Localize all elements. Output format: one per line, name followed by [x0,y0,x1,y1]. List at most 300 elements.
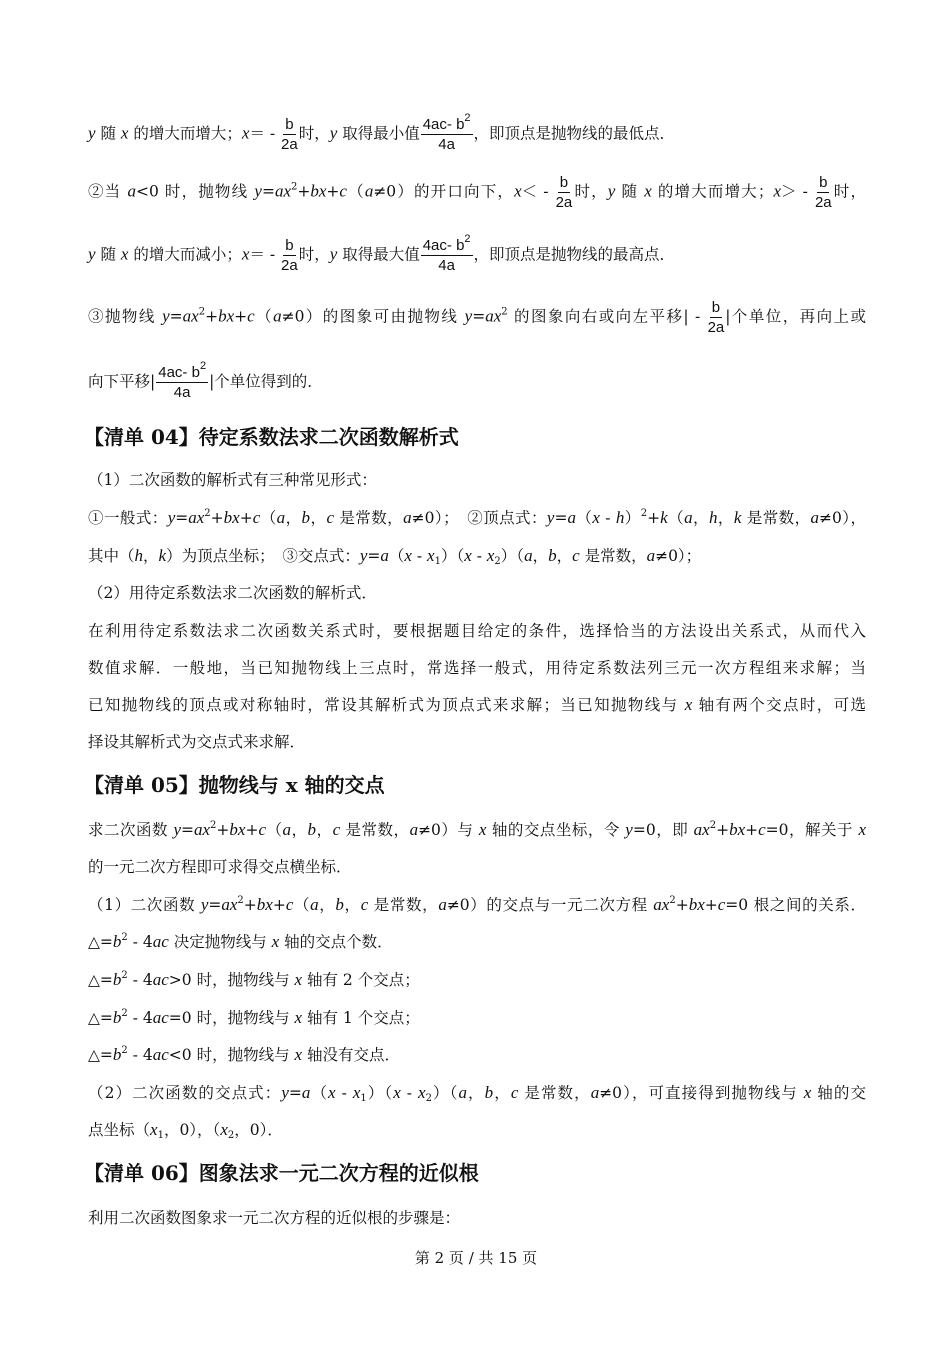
text-run: ，即顶点是抛物线的最高点． [473,245,676,264]
text-run: ≠0）， [819,509,866,527]
text-run: △= [88,1009,113,1027]
math-variable: k [158,546,167,565]
page-footer: 第 2 页 / 共 15 页 [414,1249,538,1267]
text-run: ＜ - [521,182,555,201]
math-variable: bx [256,895,273,914]
text-run: + [326,182,340,201]
superscript: 2 [501,306,508,318]
math-variable: c [326,508,334,527]
text-run: 取得最大值 [337,245,420,264]
math-variable: ac [152,1008,169,1027]
text-run: ） [624,509,641,527]
math-variable: c [285,895,294,914]
text-run: 随 [95,245,121,264]
math-variable: x [464,546,472,565]
text-run: 择设其解析式为交点式来求解． [88,733,306,751]
math-variable: a [646,546,656,565]
math-variable: x [427,546,435,565]
fraction-numerator: b [285,116,294,133]
text-run: + [205,307,219,326]
text-run: △= [88,971,113,989]
text-run: 轴的交点坐标，令 [486,821,626,839]
text-run: - [599,509,616,527]
text-run: 时， [573,182,608,201]
text-run: （ [266,821,283,839]
text-run: = [288,1084,302,1102]
math-variable: bx [729,820,746,839]
math-variable: bx [229,820,246,839]
math-variable: a [524,546,533,565]
math-variable: h [134,546,144,565]
text-line [88,1043,866,1067]
text-run: ）（ [366,1084,394,1102]
math-variable: b [307,820,317,839]
text-run: 是常数， [518,1084,591,1102]
text-run: 随 [95,124,121,143]
math-variable: a [301,1083,311,1102]
text-run: = [472,307,486,326]
math-variable: ax [182,306,199,326]
text-run: 是常数， [333,509,404,527]
fraction-numerator: b [819,174,828,191]
math-variable: b [112,1045,122,1064]
math-variable: x [328,1083,336,1102]
fraction-numerator: 4ac- $b^2$ [422,233,471,254]
text-run: |个单位，再向上或 [725,307,866,326]
text-run: 决定抛物线与 [168,933,272,951]
text-run: - [335,1084,353,1102]
text-run: ）（ [500,547,525,565]
text-run: =0，即 [632,821,694,839]
text-run: （ [260,509,277,527]
fraction [281,115,298,154]
math-variable: ac [152,932,169,951]
text-run: （ [310,1084,329,1102]
text-run: 随 [615,182,645,201]
superscript: 2 [199,360,207,372]
text-run: （ [254,307,274,326]
math-variable: x [418,1083,426,1102]
math-variable: a [127,181,136,201]
text-line [88,233,866,275]
math-variable: y [162,306,170,326]
math-variable: x [294,1045,303,1064]
text-run: 求二次函数 [88,821,174,839]
text-run: （ [346,182,365,201]
math-variable: x [120,244,129,264]
math-variable: c [510,1083,519,1102]
superscript: 2 [237,895,244,906]
text-run: ＝ - [249,124,281,143]
math-variable: ax [221,895,238,914]
text-line [88,930,866,954]
fraction-numerator: b [285,237,294,254]
math-variable: a [282,820,292,839]
text-run: ，0）． [234,1121,283,1139]
math-variable: c [758,820,766,839]
math-variable: a [310,895,319,914]
text-line [88,506,866,530]
text-run: - 4 [127,971,153,989]
text-run: ， [291,821,308,839]
text-run: 数值求解．一般地，当已知抛物线上三点时，常选择一般式，用待定系数法列三元一次方程组来求解；当 [88,659,866,677]
math-variable: x [478,820,487,839]
text-run: ， [717,509,734,527]
text-run: 时， [298,124,330,143]
math-variable: c [258,820,267,839]
text-run: 取得最小值 [337,124,420,143]
math-variable: c [572,546,580,565]
text-run: <0 时，抛物线与 [168,1046,295,1064]
text-run: = [261,182,275,201]
fraction-numerator: 4ac- $b^2$ [422,112,471,133]
math-variable: a [438,895,447,914]
text-run: = [175,509,189,527]
math-variable: a [458,1083,467,1102]
math-variable: a [810,508,820,527]
text-run: 【清单 05】抛物线与 x 轴的交点 [84,773,385,797]
math-variable: ax [194,820,211,839]
text-run: （1）二次函数 [88,896,201,914]
text-run: =0 根之间的关系． [725,896,866,914]
math-variable: k [733,508,742,527]
text-run: = [554,509,568,527]
math-variable: x [271,932,280,951]
math-variable: y [167,508,176,527]
text-run: =0 时，抛物线与 [168,1009,295,1027]
text-line [88,581,866,605]
text-run: ③抛物线 [88,307,163,326]
fraction [815,173,832,212]
text-run: 在利用待定系数法求二次函数关系式时，要根据题目给定的条件，选择恰当的方法设出关系式，从而代入 [88,622,866,640]
text-run: ≠0）； [655,547,702,565]
text-run: （2）二次函数的交点式： [88,1084,282,1102]
math-variable: y [329,123,338,143]
math-variable: y [173,820,181,839]
text-line [88,468,866,492]
fraction-denominator: 2a [814,194,832,211]
math-variable: x [684,695,693,714]
text-run: 已知抛物线的顶点或对称轴时，常设其解析式为顶点式来求解；当已知抛物线与 [88,696,685,714]
text-run: 【清单 04】待定系数法求二次函数解析式 [84,425,459,449]
text-run: ， [343,896,361,914]
subscript: 1 [360,1093,367,1104]
math-variable: x [592,508,600,527]
subscript: 1 [434,556,441,567]
math-variable: y [254,181,262,201]
text-run: ， [318,896,336,914]
text-run: △= [88,933,113,951]
superscript: 2 [121,932,128,943]
text-run: ）（ [440,547,465,565]
math-variable: b [335,895,344,914]
math-variable: x [352,1083,361,1102]
math-variable: bx [688,895,705,914]
text-run: - [471,547,487,565]
text-run: + [716,821,730,839]
text-run: （ [575,509,593,527]
text-run: 的一元二次方程即可求得交点横坐标． [88,858,352,876]
text-run: （ [293,896,311,914]
superscript: 2 [290,181,298,193]
text-run: ≠0）的开口向下， [373,182,515,201]
text-run: 是常数， [340,821,410,839]
text-run: ，0），（ [163,1121,221,1139]
text-run: ）（ [431,1084,459,1102]
text-line [88,893,866,917]
text-run: （2）用待定系数法求二次函数的解析式． [88,584,377,602]
superscript: 2 [709,820,717,831]
fraction-numerator: 4ac- $b^2$ [158,360,207,381]
text-run: 时， [832,182,866,201]
math-variable: ax [274,181,291,201]
text-run: ＝ - [249,245,281,264]
fraction-numerator: b [711,299,721,316]
text-run: ， [143,547,159,565]
text-run: 向下平移| [88,372,156,391]
math-variable: x [803,1083,812,1102]
fraction [421,112,473,154]
math-variable: x [486,546,495,565]
superscript: 2 [669,895,676,906]
math-variable: b [548,546,557,565]
math-variable: bx [218,306,235,326]
math-variable: x [150,1120,158,1139]
text-run: ≠0），可直接得到抛物线与 [599,1084,804,1102]
text-run: + [647,509,661,527]
text-run: 轴的交点个数． [279,933,393,951]
fraction-denominator: 2a [555,194,573,211]
subscript: 2 [227,1130,235,1141]
text-run: + [210,509,224,527]
text-run: ，即顶点是抛物线的最低点． [473,124,676,143]
text-run: ≠0）； ②顶点式： [411,509,547,527]
superscript: 2 [640,508,648,519]
fraction-denominator: 2a [281,257,298,274]
fraction-denominator: 4a [438,257,455,274]
text-line [88,544,866,568]
text-run: - 4 [127,1009,153,1027]
text-run: = [181,821,194,839]
math-variable: b [112,970,122,989]
text-run: |个单位得到的． [209,372,323,391]
math-variable: c [332,820,341,839]
text-run: - 4 [127,933,153,951]
text-run: + [745,821,759,839]
text-line [88,1206,866,1230]
math-variable: a [567,508,576,527]
text-run: ）为顶点坐标； ③交点式： [166,547,360,565]
math-variable: b [301,508,311,527]
text-run: - [400,1084,419,1102]
subscript: 1 [157,1130,164,1141]
math-variable: a [380,546,389,565]
text-line [88,112,866,154]
fraction-denominator: 2a [281,136,298,153]
text-line [88,1081,866,1105]
text-line [88,173,866,211]
text-line [88,619,866,643]
math-variable: x [858,820,866,839]
text-run: >0 时，抛物线与 [168,971,295,989]
text-run: 是常数， [579,547,647,565]
text-run: = [367,547,381,565]
math-variable: y [281,1083,289,1102]
math-variable: a [590,1083,600,1102]
fraction [156,360,208,402]
text-run: <0 时，抛物线 [135,182,255,201]
superscript: 2 [121,1045,128,1056]
text-run: ， [466,1084,485,1102]
math-variable: b [112,932,122,951]
text-run: 轴的交 [811,1084,866,1102]
math-variable: y [329,244,338,264]
text-run: =0，解关于 [765,821,859,839]
text-run: 轴有两个交点时，可选 [692,696,866,714]
fraction [421,233,473,275]
text-run: + [675,896,689,914]
math-variable: x [393,1083,401,1102]
fraction [281,236,298,275]
math-variable: ax [485,306,502,326]
text-run: ≠0）的图象可由抛物线 [281,307,465,326]
superscript: 2 [121,1008,128,1019]
text-line [88,656,866,680]
text-line [88,968,866,992]
math-variable: bx [223,508,240,527]
text-line [88,298,866,336]
math-variable: a [409,820,419,839]
text-run: 时， [298,245,330,264]
text-run: + [216,821,230,839]
text-line [88,818,866,842]
text-run: ， [692,509,709,527]
superscript: 2 [204,508,211,519]
math-variable: a [684,508,693,527]
math-variable: a [273,306,282,326]
text-run: 是常数， [741,509,811,527]
section-heading-04 [84,423,459,451]
text-run: ≠0）与 [418,821,479,839]
math-variable: x [241,244,250,264]
math-variable: ax [693,820,710,839]
math-variable: y [464,306,473,326]
fraction-denominator: 4a [438,136,455,153]
fraction-denominator: 4a [173,384,191,401]
math-variable: x [220,1120,228,1139]
math-variable: x [294,1008,303,1027]
superscript: 2 [198,306,206,318]
math-variable: c [360,895,369,914]
text-run: ， [556,547,573,565]
math-variable: y [88,244,96,264]
text-run: 的图象向右或向左平移| - [507,307,707,326]
math-variable: h [615,508,625,527]
math-variable: bx [310,181,327,201]
math-variable: ax [653,895,670,914]
text-line [88,1118,866,1142]
math-variable: c [247,306,255,326]
math-variable: x [294,970,303,989]
math-variable: ac [152,970,169,989]
superscript: 2 [464,112,471,124]
text-run: ， [532,547,549,565]
text-line [88,730,866,754]
text-run: + [272,896,286,914]
text-run: 的增大而增大； [128,124,242,143]
superscript: 2 [464,233,471,245]
math-variable: y [88,123,96,143]
text-run: 的增大而增大； [651,182,774,201]
section-heading-05 [84,771,385,799]
math-variable: x [404,546,412,565]
text-run: ， [310,509,327,527]
math-variable: c [717,895,726,914]
text-run: （ [667,509,685,527]
text-run: 轴有 1 个交点； [302,1009,420,1027]
fraction [708,298,725,337]
text-run: + [245,821,259,839]
text-run: ， [285,509,302,527]
subscript: 2 [425,1093,432,1104]
math-variable: b [484,1083,494,1102]
math-variable: c [339,181,347,201]
text-line [88,360,866,402]
text-run: ≠0）的交点与一元二次方程 [446,896,654,914]
math-variable: a [276,508,286,527]
text-run: 是常数， [368,896,439,914]
math-variable: x [773,181,781,201]
text-run: △= [88,1046,113,1064]
text-run: + [297,182,311,201]
text-run: ②当 [88,182,128,201]
text-run: 【清单 06】图象法求一元二次方程的近似根 [84,1161,479,1185]
text-run: 的增大而减小； [128,245,242,264]
text-run: 轴有 2 个交点； [302,971,420,989]
text-run: + [243,896,257,914]
text-line [88,855,866,879]
fraction [556,173,573,212]
text-run: ， [493,1084,511,1102]
math-variable: c [252,508,261,527]
text-line [88,1006,866,1030]
text-run: 轴没有交点． [302,1046,400,1064]
math-variable: y [607,181,616,201]
superscript: 2 [121,970,128,981]
subscript: 2 [494,556,501,567]
text-run: + [704,896,718,914]
text-run: - [411,547,428,565]
text-run: = [169,307,183,326]
math-variable: ax [188,508,205,527]
math-variable: b [112,1008,122,1027]
text-run: ， [316,821,333,839]
math-variable: x [241,123,250,143]
math-variable: a [403,508,412,527]
text-line [88,693,866,717]
text-run: - 4 [127,1046,153,1064]
math-variable: a [364,181,374,201]
math-variable: ac [152,1045,169,1064]
text-run: ①一般式： [88,509,168,527]
text-run: ＞ - [780,182,814,201]
math-variable: x [514,181,522,201]
math-variable: y [359,546,368,565]
section-heading-06 [84,1159,479,1187]
text-run: （ [388,547,405,565]
math-variable: x [120,123,129,143]
math-variable: y [200,895,209,914]
